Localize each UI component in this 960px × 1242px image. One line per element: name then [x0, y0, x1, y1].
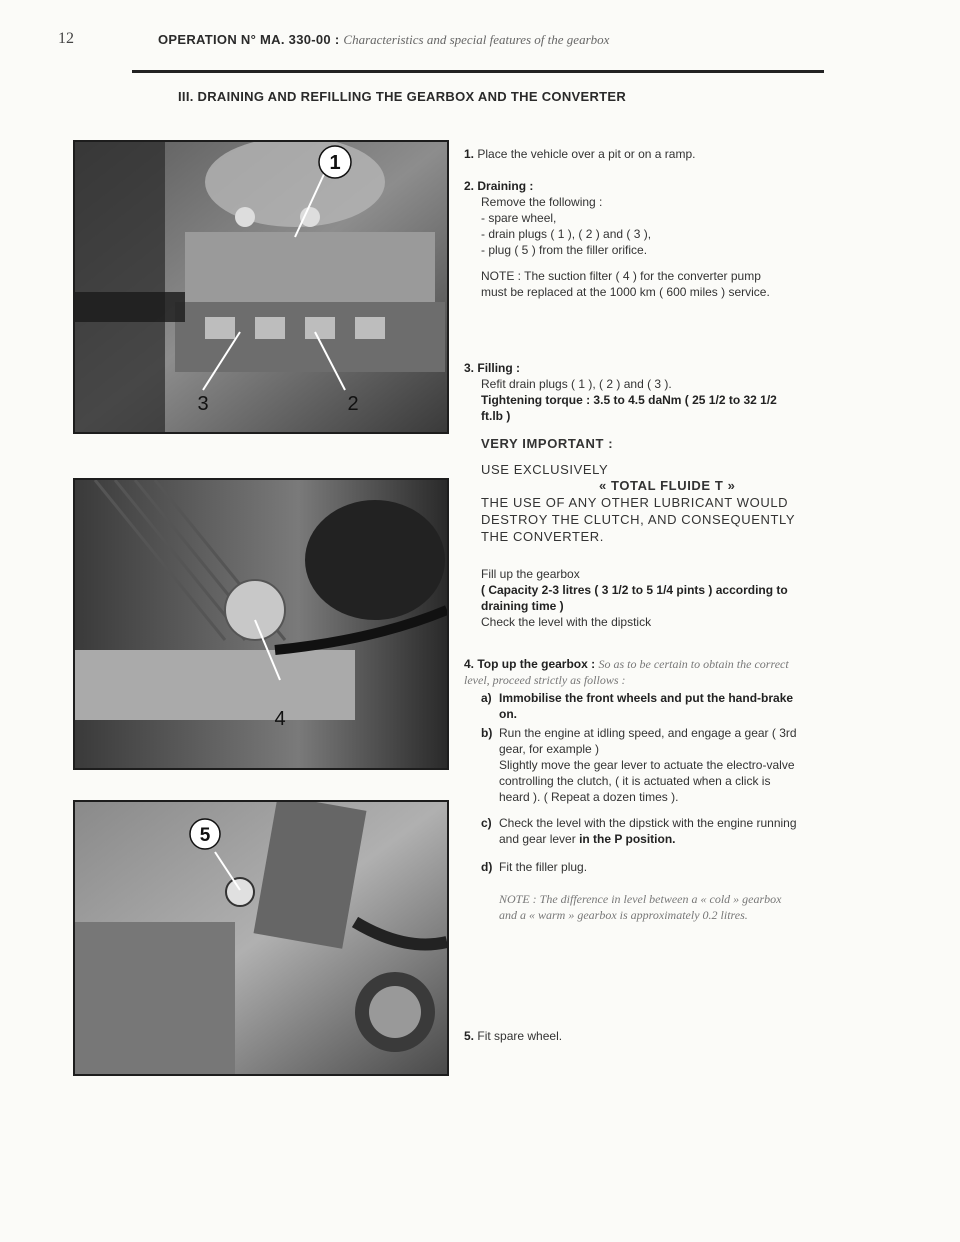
lubricant-warning: THE USE OF ANY OTHER LUBRICANT WOULD DESTROY THE CLUTCH, AND CONSEQUENTLY THE CONVERTER.	[481, 495, 795, 544]
step-1: 1. Place the vehicle over a pit or on a ramp.	[464, 147, 696, 161]
step-2: 2. Draining : Remove the following : - spare wheel, - drain plugs ( 1 ), ( 2 ) and ( 3 ), - plug ( 5 ) from the filler orifice. NOTE : The suction filter ( 4 ) for the converter pump must be replaced at the 1000 km ( 600 miles ) service.	[464, 178, 804, 300]
photo-gearbox-drain-plugs	[73, 140, 449, 434]
fluid-name: « TOTAL FLUIDE T »	[599, 478, 736, 493]
page-number: 12	[58, 30, 74, 47]
tightening-torque: Tightening torque : 3.5 to 4.5 daNm ( 25 1/2 to 32 1/2 ft.lb )	[481, 393, 777, 423]
step-2-heading: Draining :	[477, 179, 534, 193]
callout-5: 5	[199, 825, 211, 846]
header-rule	[132, 70, 824, 73]
step-5-text: Fit spare wheel.	[477, 1029, 563, 1043]
step-4-intro: So as to be certain to obtain the correct level, proceed strictly as follows :	[464, 657, 789, 687]
fill-capacity: ( Capacity 2-3 litres ( 3 1/2 to 5 1/4 pints ) according to draining time )	[481, 583, 788, 613]
step-1-text: Place the vehicle over a pit or on a ramp.	[477, 147, 696, 161]
fill-line: Fill up the gearbox	[481, 567, 580, 581]
photo-filler-orifice	[73, 800, 449, 1076]
callout-1: 1	[329, 152, 341, 174]
callout-3: 3	[197, 393, 209, 415]
step-3-line1: Refit drain plugs ( 1 ), ( 2 ) and ( 3 ).	[481, 377, 672, 391]
step-4a: a) Immobilise the front wheels and put the hand-brake on.	[481, 691, 794, 721]
use-exclusively: USE EXCLUSIVELY	[481, 462, 609, 477]
very-important-heading: VERY IMPORTANT :	[481, 436, 614, 451]
step-2-item: - spare wheel,	[481, 211, 557, 225]
operation-subtitle: Characteristics and special features of the gearbox	[343, 32, 610, 47]
step-4: 4. Top up the gearbox : So as to be certain to obtain the correct level, proceed strictly as follows : a) Immobilise the front wheels and put the hand-brake on. b) Run the engine at idling speed, and engage a gear ( 3rd gear, for example ) Slightly move the gear lever to actuate the electro-valve controlling the clutch, ( it is actuated when a click is heard ). ( Repeat a dozen times ). c) Check the level with the dipstick with the engine running and gear lever in the P position. d) Fit the filler plug. NOTE : The difference in level between a « cold » gearbox and a « warm » gearbox is approximately 0.2 litres.	[464, 656, 814, 923]
step-4-heading: Top up the gearbox :	[477, 657, 596, 671]
callout-2: 2	[347, 393, 359, 415]
step-4b: b) Run the engine at idling speed, and engage a gear ( 3rd gear, for example ) Slightly move the gear lever to actuate the electro-valve controlling the clutch, ( it is actuated when a click is heard ). ( Repeat a dozen times ).	[481, 726, 797, 804]
step-2-note: NOTE : The suction filter ( 4 ) for the converter pump must be replaced at the 1000 km ( 600 miles ) service.	[481, 269, 770, 299]
page-header	[158, 32, 609, 48]
step-5: 5. Fit spare wheel.	[464, 1029, 563, 1043]
step-3: 3. Filling : Refit drain plugs ( 1 ), ( 2 ) and ( 3 ). Tightening torque : 3.5 to 4.5 daNm ( 25 1/2 to 32 1/2 ft.lb )	[464, 360, 804, 424]
step-3-heading: Filling :	[477, 361, 521, 375]
step-2-item: - plug ( 5 ) from the filler orifice.	[481, 243, 648, 257]
photo-suction-filter	[73, 478, 449, 770]
section-title: III. DRAINING AND REFILLING THE GEARBOX AND THE CONVERTER	[178, 89, 627, 104]
very-important-block	[481, 436, 821, 545]
fill-check: Check the level with the dipstick	[481, 615, 652, 629]
step-2-intro: Remove the following :	[481, 195, 603, 209]
step-4-note: NOTE : The difference in level between a « cold » gearbox and a « warm » gearbox is approximately 0.2 litres.	[499, 892, 782, 922]
callout-4: 4	[274, 708, 286, 730]
step-4c: c) Check the level with the dipstick with the engine running and gear lever in the P position.	[481, 816, 797, 846]
step-2-item: - drain plugs ( 1 ), ( 2 ) and ( 3 ),	[481, 227, 652, 241]
fill-block	[481, 566, 811, 630]
step-4d: d) Fit the filler plug.	[481, 860, 588, 874]
operation-number: OPERATION N° MA. 330-00 :	[158, 32, 340, 47]
